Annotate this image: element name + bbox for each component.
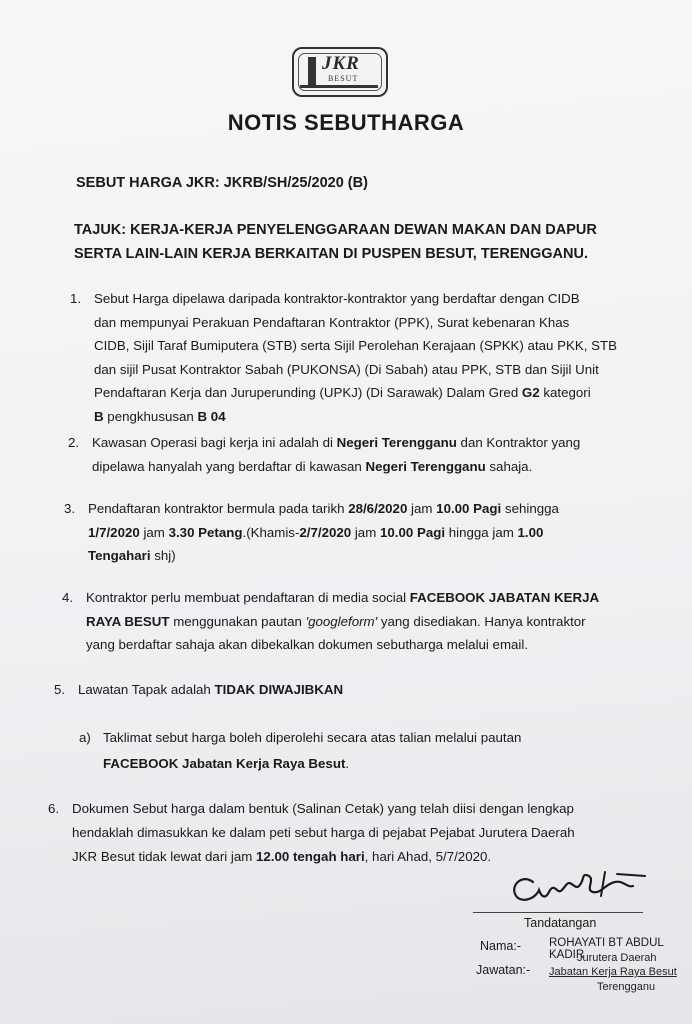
stamp-line-2: Jabatan Kerja Raya Besut xyxy=(549,966,677,978)
quotation-reference: SEBUT HARGA JKR: JKRB/SH/25/2020 (B) xyxy=(76,175,368,191)
item-line: Lawatan Tapak adalah TIDAK DIWAJIBKAN xyxy=(78,682,344,697)
item-line: dan mempunyai Perakuan Pendaftaran Kontraktor (PPK), Surat kebenaran Khas xyxy=(94,314,570,330)
item-line: Sebut Harga dipelawa daripada kontraktor-kontraktor yang berdaftar dengan CIDB xyxy=(94,291,580,306)
item-line: B pengkhususan B 04 xyxy=(94,408,226,424)
item-line: Dokumen Sebut harga dalam bentuk (Salinan Cetak) yang telah diisi dengan lengkap xyxy=(72,801,574,816)
subject-heading xyxy=(74,218,634,266)
item-line: Pendaftaran Kerja dan Juruperunding (UPKJ) (Di Sarawak) Dalam Gred G2 kategori xyxy=(94,385,591,400)
list-item-6 xyxy=(48,797,672,869)
logo-subtext: BESUT xyxy=(328,74,359,83)
jkr-logo xyxy=(292,47,388,97)
name-value: ROHAYATI BT ABDUL KADIR xyxy=(549,937,664,961)
subitem-letter: a) xyxy=(79,730,91,745)
list-subitem-5a xyxy=(79,726,643,775)
logo-text: JKR xyxy=(322,53,360,74)
item-number: 4. xyxy=(62,590,74,605)
position-label: Jawatan:- xyxy=(476,963,531,977)
item-line: Kawasan Operasi bagi kerja ini adalah di Negeri Terengganu dan Kontraktor yang xyxy=(92,435,581,450)
list-item-3 xyxy=(64,497,663,568)
stamp-line-3: Terengganu xyxy=(597,981,656,993)
name-label: Nama:- xyxy=(480,939,521,953)
item-line: FACEBOOK Jabatan Kerja Raya Besut. xyxy=(103,755,350,771)
item-line: 1/7/2020 jam 3.30 Petang.(Khamis-2/7/2020 jam 10.00 Pagi hingga jam 1.00 xyxy=(88,524,544,540)
item-line: CIDB, Sijil Taraf Bumiputera (STB) serta Sijil Perolehan Kerajaan (SPKK) atau PKK, STB xyxy=(94,338,617,353)
item-number: 1. xyxy=(70,291,82,306)
item-number: 6. xyxy=(48,801,60,816)
list-item-4 xyxy=(62,586,661,657)
item-line: yang berdaftar sahaja akan dibekalkan dokumen sebutharga melalui email. xyxy=(86,637,529,652)
item-line: Taklimat sebut harga boleh diperolehi secara atas talian melalui pautan xyxy=(103,730,522,745)
item-line: dipelawa hanyalah yang berdaftar di kawasan Negeri Terengganu sahaja. xyxy=(92,458,533,474)
signature-line xyxy=(473,912,643,913)
item-line: Kontraktor perlu membuat pendaftaran di media social FACEBOOK JABATAN KERJA xyxy=(86,590,600,605)
item-number: 3. xyxy=(64,501,76,516)
item-line: hendaklah dimasukkan ke dalam peti sebut harga di pejabat Pejabat Jurutera Daerah xyxy=(72,825,575,840)
signature-label: Tandatangan xyxy=(524,916,597,930)
item-line: dan sijil Pusat Kontraktor Sabah (PUKONSA) (Di Sabah) atau PPK, STB dan Sijil Unit xyxy=(94,361,599,377)
item-number: 5. xyxy=(54,682,66,697)
subject-line-2: SERTA LAIN-LAIN KERJA BERKAITAN DI PUSPEN BESUT, TERENGGANU. xyxy=(74,246,588,262)
logo-pillar-icon xyxy=(308,57,316,87)
list-item-1 xyxy=(70,287,654,428)
item-line: JKR Besut tidak lewat dari jam 12.00 tengah hari, hari Ahad, 5/7/2020. xyxy=(72,849,492,864)
subject-line-1: TAJUK: KERJA-KERJA PENYELENGGARAAN DEWAN MAKAN DAN DAPUR xyxy=(74,222,597,238)
item-line: RAYA BESUT menggunakan pautan 'googleform' yang disediakan. Hanya kontraktor xyxy=(86,613,586,629)
stamp-line-1: Jurutera Daerah xyxy=(577,952,657,964)
page-title: NOTIS SEBUTHARGA xyxy=(227,110,465,135)
list-item-2 xyxy=(68,431,652,478)
list-item-5 xyxy=(54,678,653,702)
handwritten-signature xyxy=(505,866,655,910)
item-line: Tengahari shj) xyxy=(88,548,176,563)
item-line: Pendaftaran kontraktor bermula pada tarikh 28/6/2020 jam 10.00 Pagi sehingga xyxy=(88,501,559,516)
item-number: 2. xyxy=(68,435,80,450)
